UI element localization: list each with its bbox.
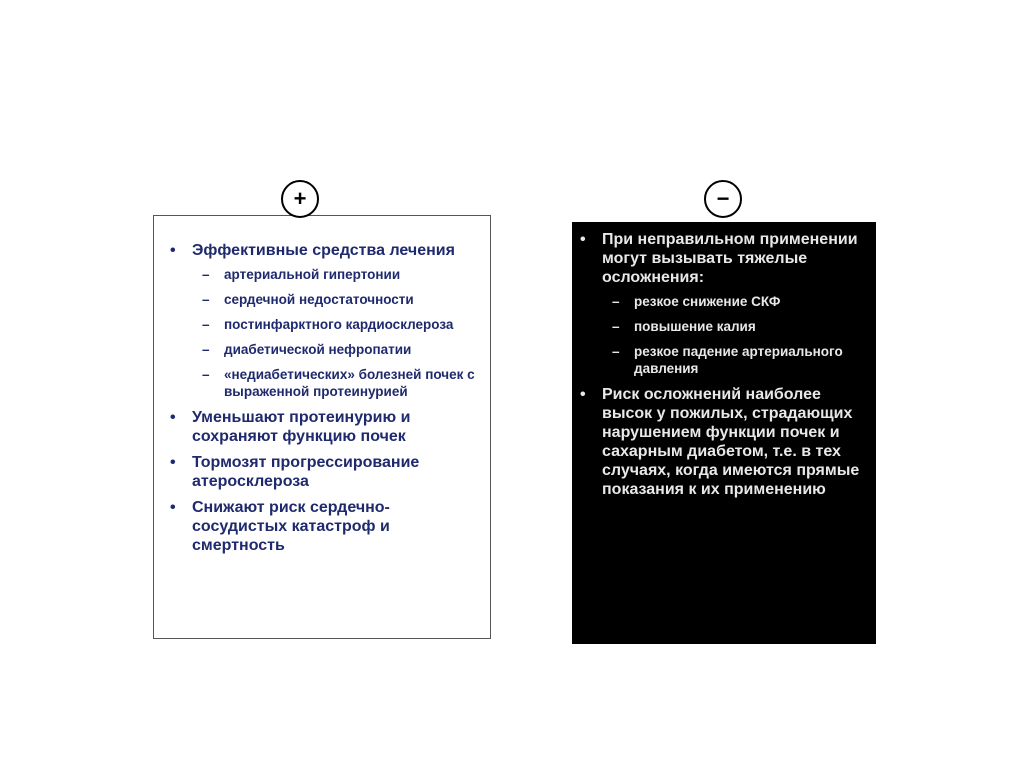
disadvantage-subitem [602,343,868,377]
disadvantage-sublist [602,293,868,377]
bullet-icon: • [580,231,586,248]
advantage-item-text: Снижают риск сердечно-сосудистых катастроф и смертность [192,499,390,554]
advantage-subitem-text: диабетической нефропатии [224,342,412,357]
dash-icon: – [612,294,620,309]
dash-icon: – [202,367,210,382]
advantage-item [168,408,482,446]
advantage-subitem-text: сердечной недостаточности [224,292,414,307]
advantage-sublist [192,266,482,400]
plus-icon: + [281,180,319,218]
dash-icon: – [612,319,620,334]
advantage-subitem-text: артериальной гипертонии [224,267,401,282]
advantage-subitem [192,266,482,283]
disadvantage-item-text: Риск осложнений наиболее высок у пожилых, страдающих нарушением функции почек и сахарным диабетом, т.е. в тех случаях, когда имеются прямые показания к их применению [602,386,860,498]
disadvantage-subitem [602,318,868,335]
bullet-icon: • [170,409,176,426]
advantage-item-text: Уменьшают протеинурию и сохраняют функцию почек [192,409,411,445]
minus-icon: − [704,180,742,218]
disadvantage-item [578,230,868,377]
bullet-icon: • [580,386,586,403]
dash-icon: – [612,344,620,359]
dash-icon: – [202,267,210,282]
advantages-list [154,216,490,555]
disadvantage-item [578,385,868,499]
advantage-item-text: Тормозят прогрессирование атеросклероза [192,454,420,490]
dash-icon: – [202,342,210,357]
advantage-item [168,498,482,555]
advantage-subitem [192,316,482,333]
disadvantage-subitem-text: резкое снижение СКФ [634,294,781,309]
bullet-icon: • [170,454,176,471]
disadvantage-item-text: При неправильном применении могут вызывать тяжелые осложнения: [602,231,858,286]
bullet-icon: • [170,499,176,516]
disadvantage-subitem [602,293,868,310]
advantage-subitem [192,341,482,358]
advantages-panel [153,215,491,639]
disadvantage-subitem-text: повышение калия [634,319,756,334]
advantage-subitem-text: постинфарктного кардиосклероза [224,317,454,332]
advantage-subitem-text: «недиабетических» болезней почек с выраженной протеинурией [224,367,475,399]
bullet-icon: • [170,242,176,259]
advantage-subitem [192,291,482,308]
dash-icon: – [202,317,210,332]
advantage-subitem [192,366,482,400]
disadvantages-list [572,222,876,499]
advantage-item [168,453,482,491]
disadvantages-panel [572,222,876,644]
advantage-item-text: Эффективные средства лечения [192,242,455,259]
advantage-item [168,241,482,400]
disadvantage-subitem-text: резкое падение артериального давления [634,344,843,376]
dash-icon: – [202,292,210,307]
